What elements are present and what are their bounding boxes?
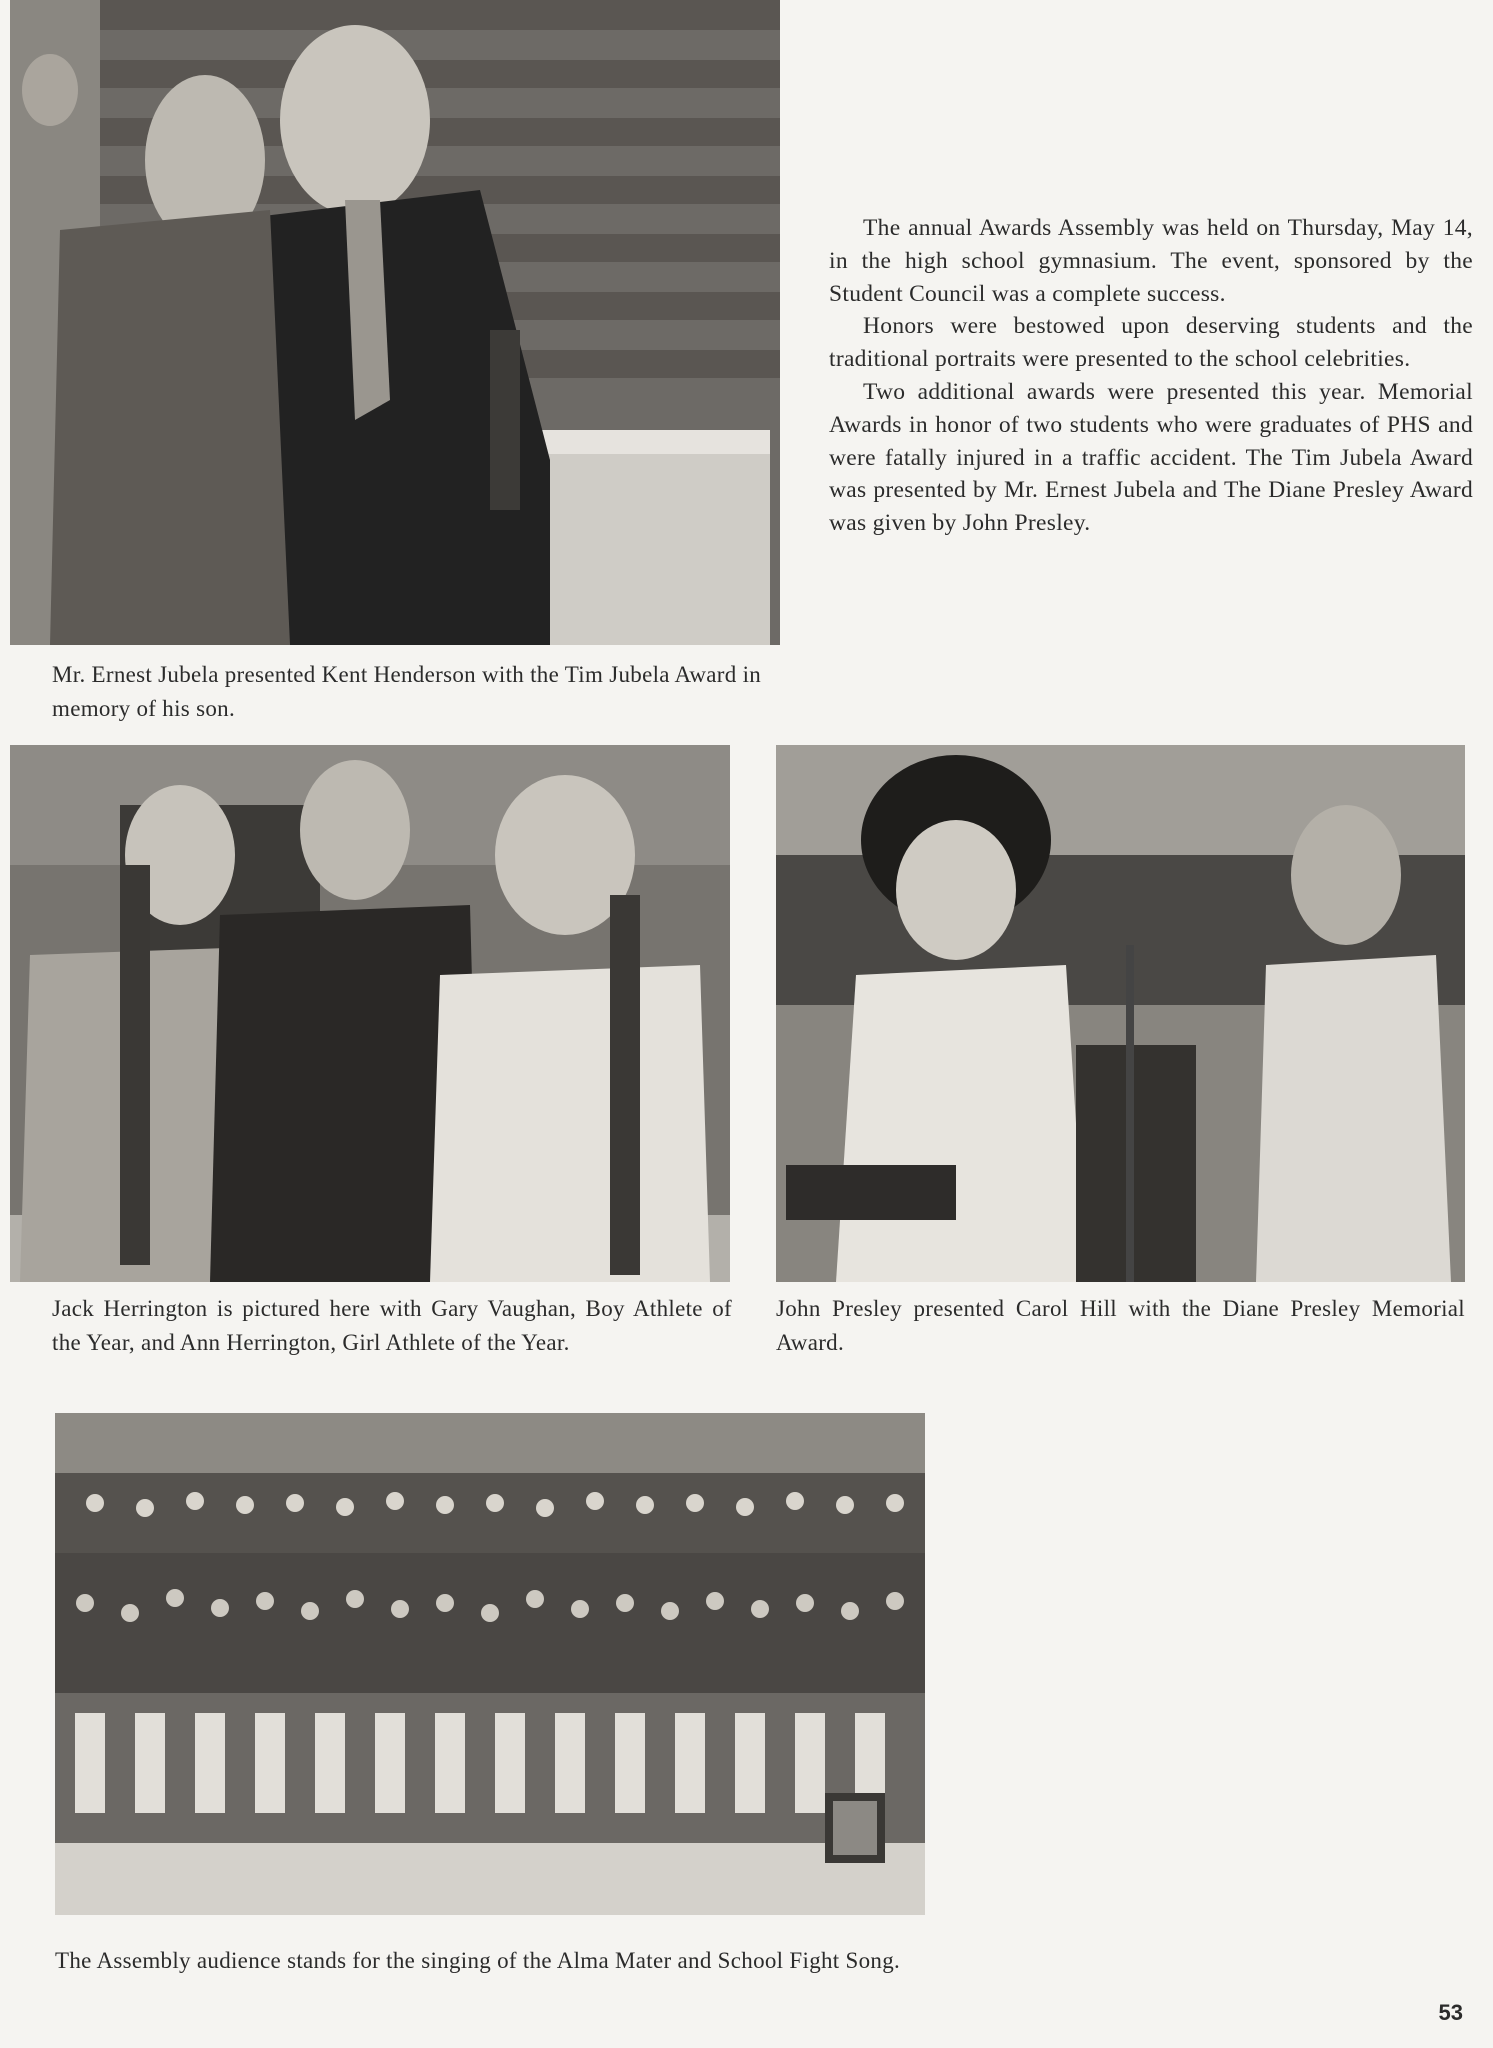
photo-jubela-award [10,0,780,645]
photo-assembly-audience [55,1413,925,1915]
photo-presley-award [776,745,1465,1282]
caption-jubela-award: Mr. Ernest Jubela presented Kent Henderson with the Tim Jubela Award in memory of his son. [52,662,762,721]
photo-athletes-of-year [10,745,730,1282]
article-awards-assembly [829,212,1473,540]
article-paragraph: Honors were bestowed upon deserving students and the traditional portraits were presented to the school celebrities. [829,313,1473,373]
caption-assembly-audience: The Assembly audience stands for the singing of the Alma Mater and School Fight Song. [55,1948,901,1973]
article-paragraph: The annual Awards Assembly was held on Thursday, May 14, in the high school gymnasium. The event, sponsored by the Student Council was a complete success. [829,215,1473,307]
caption-presley-award: John Presley presented Carol Hill with the Diane Presley Memorial Award. [776,1296,1465,1355]
caption-athletes-of-year: Jack Herrington is pictured here with Gary Vaughan, Boy Athlete of the Year, and Ann Herrington, Girl Athlete of the Year. [52,1296,732,1355]
article-paragraph: Two additional awards were presented this year. Memorial Awards in honor of two students who were graduates of PHS and were fatally injured in a traffic accident. The Tim Jubela Award was presented by Mr. Ernest Jubela and The Diane Presley Award was given by John Presley. [829,378,1473,537]
page-number: 53 [1438,2000,1463,2025]
